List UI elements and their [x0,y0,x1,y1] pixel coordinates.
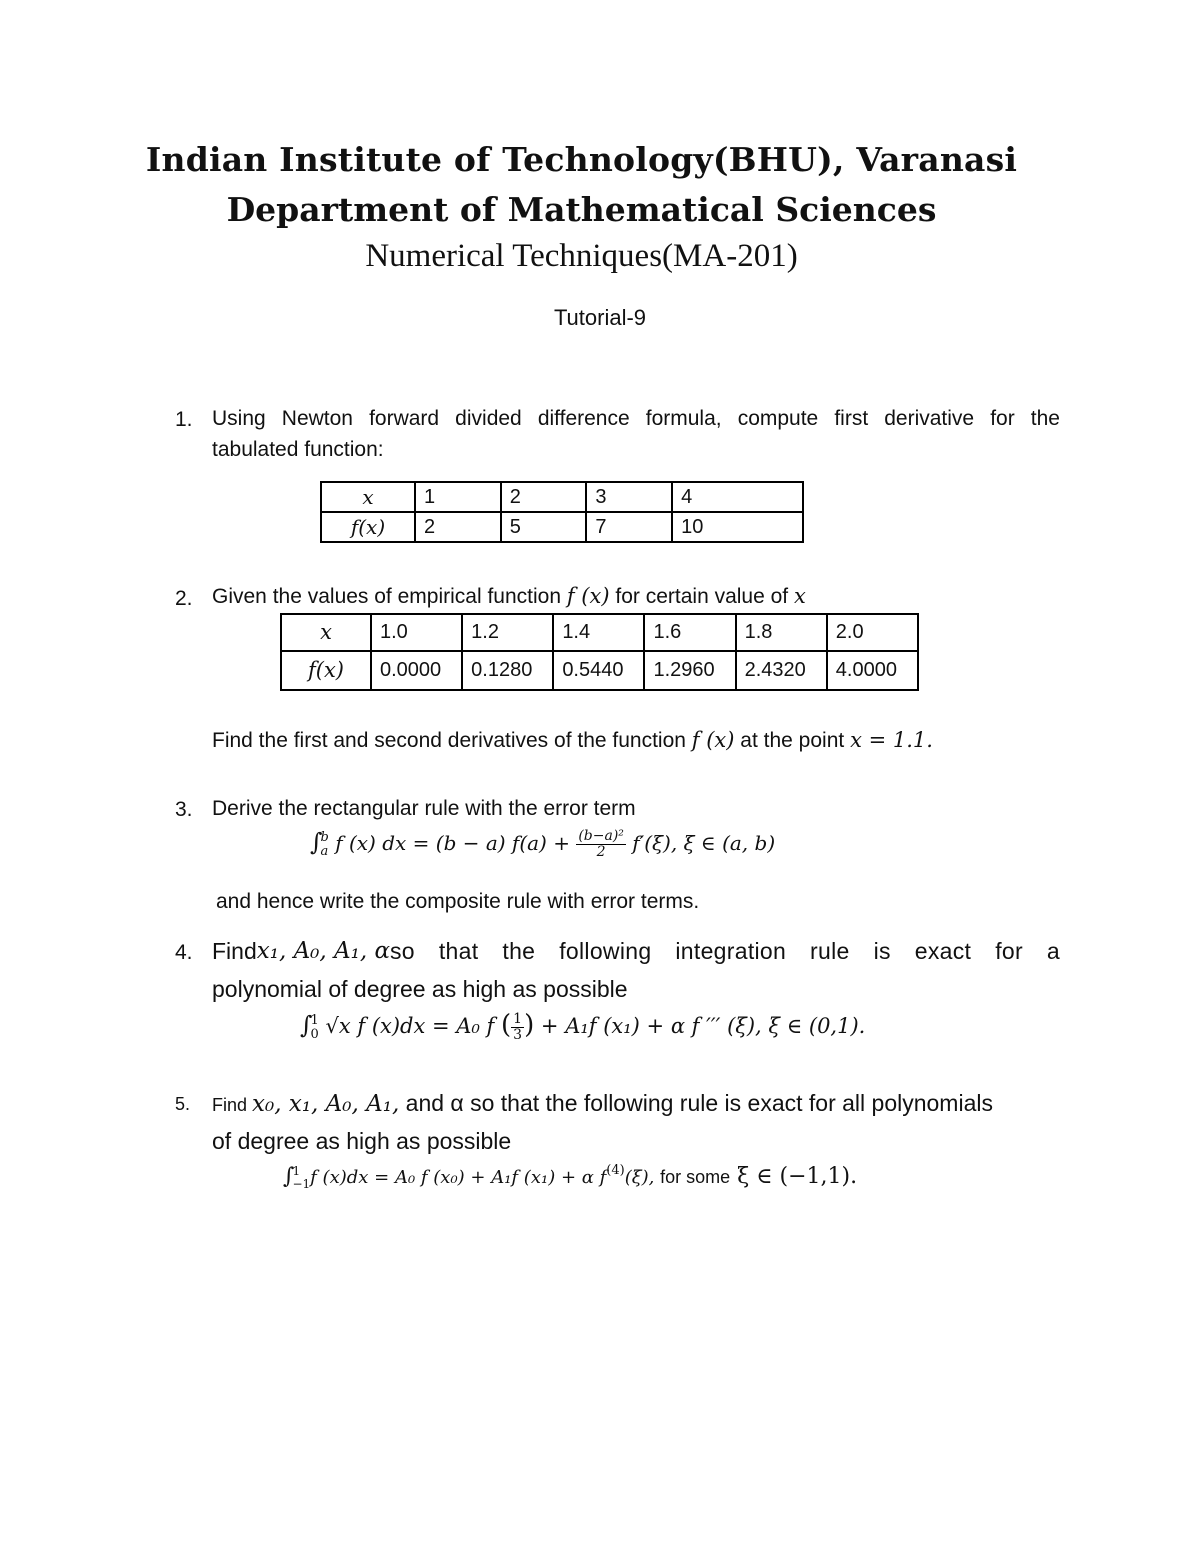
q3-line2: and hence write the composite rule with error terms. [216,890,700,913]
q1-line1: Using Newton forward divided difference formula, compute first derivative for the [212,407,1060,430]
institute-title: Indian Institute of Technology(BHU), Varanasi [145,140,1018,179]
q2-fx-cell: 1.2960 [644,651,735,690]
q4-line2: polynomial of degree as high as possible [212,976,628,1002]
q4-equation-rhs: + A₁f (x₁) + α f ′′′ (ξ), ξ ∈ (0,1). [534,1014,866,1038]
q3-equation-rhs: f′(ξ), ξ ∈ (a, b) [625,831,776,855]
q2-find-x: x = 1.1. [850,728,933,752]
q3-line1: Derive the rectangular rule with the error term [212,797,636,820]
q1-row-label-fx: f(x) [321,512,415,542]
q5-find: Find [212,1095,253,1115]
q4-line1-rest: so that the following integration rule is exact for a [390,938,1060,964]
q2-x-cell: 1.2 [462,614,553,651]
q1-fx-cell: 2 [415,512,501,542]
q2-x-cell: 1.0 [371,614,462,651]
q2-x-cell: 1.4 [553,614,644,651]
q2-intro-fx: f (x) [566,584,610,608]
q2-x-cell: 1.8 [736,614,827,651]
q5-equation [283,1163,857,1191]
q1-fx-cell: 7 [586,512,672,542]
q5-integral-sign: ∫ [283,1164,295,1189]
q5-equation-lhs: f (x)dx = A₀ f (x₀) + A₁f (x₁) + α f [310,1167,607,1188]
q5-equation-sup: (4) [606,1163,625,1178]
q5-for-some: for some [660,1167,731,1187]
q2-intro-text-b: for certain value of [609,585,794,608]
q1-x-cell: 1 [415,482,501,512]
q5-line1 [212,1086,993,1122]
q2-fx-cell: 0.0000 [371,651,462,690]
q5-integral-upper: 1 [292,1164,301,1178]
q4-line1 [212,934,1060,968]
q4-integral-lower: 0 [310,1026,319,1042]
q5-equation-rhs: ξ ∈ (−1,1). [730,1164,858,1189]
q2-find-text-b: at the point [734,729,851,752]
q4-integral-upper: 1 [310,1012,319,1028]
q3-integral-upper: b [320,829,329,845]
q5-equation-mid: (ξ), [624,1167,661,1188]
q2-find [212,725,933,756]
q4-vars: x₁, A₀, A₁, α [256,938,390,964]
q2-row-label-x: x [281,614,371,651]
q4-number: 4. [175,941,193,964]
q4-fraction-numerator: 1 [513,1011,523,1027]
q2-fx-cell: 0.1280 [462,651,553,690]
q3-equation [310,828,775,860]
q5-integral-lower: −1 [292,1177,311,1191]
q2-intro-x: x [793,584,806,608]
q5-number: 5. [175,1094,191,1114]
q3-number: 3. [175,798,193,821]
q2-intro-text-a: Given the values of empirical function [212,585,567,608]
q3-fraction [576,829,626,860]
q1-row-label-x: x [321,482,415,512]
q5-line1-rest: and α so that the following rule is exact for all polynomials [399,1090,993,1116]
q2-fx-cell: 2.4320 [736,651,827,690]
q1-fx-cell: 5 [501,512,587,542]
q1-line2: tabulated function: [212,438,384,461]
q2-number: 2. [175,587,193,610]
q4-equation-lhs: √x f (x)dx = A₀ f [325,1014,502,1038]
q1-x-cell: 3 [586,482,672,512]
q3-fraction-denominator: 2 [596,844,606,860]
q2-x-cell: 2.0 [827,614,918,651]
course-title: Numerical Techniques(MA-201) [365,238,798,274]
q3-equation-lhs: f (x) dx = (b − a) f(a) + [335,831,577,855]
q2-table [280,613,919,691]
q2-fx-cell: 0.5440 [553,651,644,690]
q4-find: Find [212,938,257,964]
q4-fraction-denominator: 3 [513,1027,523,1043]
q1-table [320,481,804,543]
q3-fraction-numerator: (b−a)² [578,828,624,844]
q3-integral-sign: ∫ [310,828,323,856]
tutorial-title: Tutorial-9 [553,305,647,330]
q2-x-cell: 1.6 [644,614,735,651]
q1-x-cell: 4 [672,482,803,512]
department-title: Department of Mathematical Sciences [226,190,937,229]
q5-line2: of degree as high as possible [212,1128,512,1154]
q4-integral-sign: ∫ [300,1011,313,1039]
q2-intro [212,581,806,612]
q4-fraction [511,1012,524,1043]
q1-number: 1. [175,408,193,431]
q2-find-fx: f (x) [691,728,735,752]
q3-integral-lower: a [320,843,329,859]
q2-fx-cell: 4.0000 [827,651,918,690]
q5-vars: x₀, x₁, A₀, A₁, [252,1091,400,1117]
q1-x-cell: 2 [501,482,587,512]
q2-find-text-a: Find the first and second derivatives of the function [212,729,692,752]
q4-equation: ∫ 1 0 √x f (x)dx = A₀ f ( $\frac{1}{3}$ ) + A₁f (x₁) + α f ′′′ (ξ), ξ ∈ (0,1). [300,1010,866,1043]
q2-row-label-fx: f(x) [281,651,371,690]
q1-fx-cell: 10 [672,512,803,542]
